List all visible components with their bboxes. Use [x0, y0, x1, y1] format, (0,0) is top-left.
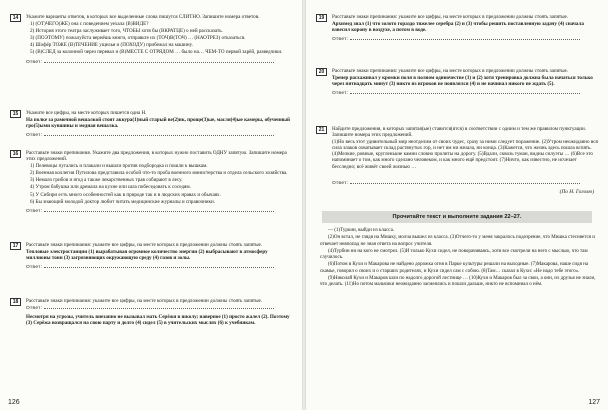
task-instruction: Расставьте знаки препинания: укажите все цифры, на месте которых в предложении должны стоять запятые.	[332, 14, 569, 20]
task-option: 1) Пелевоцы пугались и плакали и вышли против подбородка и пошли к вышкам.	[30, 163, 208, 170]
reading-paragraph: (2)Он встал, не глядя на Мишку, молча вышел из класса. (3)Отчего-то у меня закралось подозрение, что Мишка стесняется и отвечает невпопад не зная ответа на вопрос учителя.	[320, 235, 595, 247]
task-number: 20	[316, 68, 327, 76]
task-19	[316, 14, 598, 43]
answer-line	[26, 59, 292, 66]
answer-line	[332, 90, 598, 97]
task-option: 5) У Сибири есть много особенностей как в природе так и в людских нравах и обычаях.	[30, 191, 221, 198]
task-number: 21	[316, 126, 327, 134]
reading-paragraph: — (1)Туркин, выйди из класса.	[328, 228, 395, 233]
answer-line	[26, 264, 292, 271]
reading-paragraph: (9)Николай Кухи и Макаров шли по надолго дорогой лестнице … (10)Кухи и Макаров был за свои, а они, их друзья не знали, что делать. (11)Но потом мальчики неожиданно засмеялись и пошли дальше, никто не вспоминал о нём.	[320, 276, 596, 288]
answer-label: Ответ:	[26, 133, 43, 139]
task-option: 5) (В)СЛЕД за колонной через перевал и (В)МЕСТЕ С ОТРЯДОМ … было на… ЧЕМ-ТО первой зарёй, разведчики.	[30, 49, 283, 56]
task-option: 1) (ОТ)ЧЕГО(ЖЕ) она с поведением уехала (В)ВИДЕ?	[30, 21, 149, 28]
task-instruction: Укажите варианты ответов, в которых все выделенные слова пишутся СЛИТНО. Запишите номера ответов.	[26, 14, 260, 20]
task-option: 2) История этого театра заслуживает того, ЧТОБЫ хотя бы (ВКРАТЦЕ) о ней рассказать.	[30, 28, 223, 35]
task-number: 14	[10, 14, 21, 22]
task-option: 2) Военная коллегия Путилова представила особой что-то проба военного министерства и отдела сельского хозяйства.	[30, 170, 288, 177]
task-option: 4) Шофёр ТОЖЕ (В)ТЕЧЕНИЕ ущелья и (ПОХОДУ) прибежал на машину.	[30, 42, 193, 49]
left-page	[0, 0, 302, 410]
task-text: Тепловые электростанции (1) вырабатывая огромное количество энергии (2) выбрасывают в атмосферу миллионы тонн (3) загрязняющих окружающую среду (4) газов и золы.	[26, 249, 268, 262]
answer-field[interactable]	[44, 305, 274, 309]
task-option: 4) Утром бабушка или дремала на кухне или шла побеседовать к соседям.	[30, 184, 191, 191]
task-16	[10, 150, 292, 215]
right-page	[306, 0, 608, 410]
task-option: 6) Бы знающий молодой доктор любит читать медицинские журналы и справочники.	[30, 198, 215, 205]
task-number: 16	[10, 150, 21, 158]
page-number-left: 126	[8, 399, 20, 406]
answer-label: Ответ:	[26, 265, 43, 271]
task-number: 17	[10, 242, 21, 250]
task-instruction: Расставьте знаки препинания: укажите все цифры, на месте которых в предложении должны стоять запятые.	[26, 298, 263, 304]
reading-paragraph: (4)Турбин ни на кого не смотрел. (5)И только Кухи сидел, не поворачиваясь, хотя все смотрели на него с мыслью, что там случилось.	[320, 248, 588, 261]
task-17	[10, 242, 292, 271]
answer-field[interactable]	[44, 132, 274, 136]
answer-field[interactable]	[44, 59, 274, 63]
task-instruction: Расставьте знаки препинания: укажите все цифры, на месте которых в предложении должны стоять запятые.	[332, 68, 569, 74]
task-number: 18	[10, 298, 21, 306]
task-number: 15	[10, 110, 21, 118]
task-number: 19	[316, 14, 327, 22]
task-instruction: Расставьте знаки препинания: укажите все цифры, на месте которых в предложении должны стоять запятые.	[26, 242, 263, 248]
answer-line	[26, 305, 292, 312]
page-number-right: 127	[588, 399, 600, 406]
task-instruction: Найдите предложения, в которых запятая(ые) ставится(ятся) в соответствии с одним и тем же правилом пунктуации. Запишите номера этих предложений.	[332, 126, 587, 139]
answer-field[interactable]	[44, 264, 274, 268]
reading-banner: Прочитайте текст и выполните задания 22–27.	[322, 211, 592, 223]
answer-field[interactable]	[350, 90, 580, 94]
answer-field[interactable]	[350, 36, 580, 40]
answer-line	[332, 180, 598, 187]
task-18	[10, 298, 292, 327]
task-text: Несмотря на угрозы, учитель внезапно не вызывал мать Серёжи в школу; наверное (1) просто жалел (2). Поэтому (3) Серёжа возвращался на свою парту и долго (4) сидел (5) в учительских мыслях (6) к учебникам.	[26, 314, 290, 327]
answer-label: Ответ:	[26, 306, 43, 312]
reading-text	[320, 228, 598, 290]
answer-label: Ответ:	[332, 91, 349, 97]
task-text: Архимед знал (1) что золото гораздо тяжелее серебра (2) и (3) чтобы решить поставленную задачу (4) сначала взвесил корону в воздухе, а потом в воде.	[332, 21, 584, 34]
answer-label: Ответ:	[26, 208, 43, 214]
task-instruction: Расставьте знаки препинания. Укажите два предложения, в которых нужно поставить ОДНУ запятую. Запишите номера этих предложений.	[26, 150, 287, 163]
task-text: На полке за рамочной вешалкой стоят аккура(1)ный старый ве(2)ик, проще(3)ые, масля(4)ые камеры, обученный гро(5)ыми кувшины и медная вешалка.	[26, 117, 290, 130]
answer-label: Ответ:	[332, 37, 349, 43]
answer-label: Ответ:	[332, 180, 349, 186]
answer-line	[26, 208, 292, 215]
task-20	[316, 68, 598, 97]
answer-field[interactable]	[44, 208, 274, 212]
task-text: Тренер расхаживал у кромки поля в полном одиночестве (1) и (2) хотя тренировка должна была начаться только через пятнадцать минут (3) никто из игроков не появлялся (4) и не начинал никого не ждать (5).	[332, 75, 593, 88]
answer-line	[26, 132, 292, 139]
answer-label: Ответ:	[26, 59, 43, 65]
answer-field[interactable]	[350, 180, 580, 184]
task-21	[316, 126, 598, 187]
task-15	[10, 110, 292, 139]
task-option: 3) Немало грибов и ягод а также лекарственных трав собирают в лесу.	[30, 177, 183, 184]
answer-line	[332, 36, 598, 43]
reading-paragraph: (6)Потом в Кухи и Макарова не найдено дорожка огня в Парке культуры решали на выходные. (7)Макарова, наше сидя на скамье, говорил о своих и о старших родителях, и Кухи сидел сам с собою. (8)Там… сказал в Кухи: «Не надо тебе этого».	[320, 262, 589, 274]
task-text: (1)Но весь этот удивительный мир неотделим от своих чудес, сразу за ними следует поражение. (2)Утром неожиданно вся сила злаков охватывает склад растянутых гор, и нет им ни начала, ни конца. (3)Кажется, что жизнь здесь пошла вспять. (4)Мелкие, ровные, кругленькие камни словно пролиты на дорогу. (5)Вдали, сквозь туман, видны силуэты … (6)Все это напоминает о том, как много сделано человеком, и как много ещё предстоит. (7)Ничто, как известно, не исчезает бесследно; всё живёт своей жизнью …	[332, 139, 598, 170]
task-instruction: Укажите все цифры, на месте которых пишется одна Н.	[26, 110, 147, 116]
task-option: 3) (ПОЭТОМУ) пожалуйста вернёшь книги, отправьте их (ТОЧ)В(ТОЧ) … (НАОТРЕЗ) отказаться.	[30, 35, 246, 42]
task-14	[10, 14, 292, 66]
text-attribution: (По Н. Гоголю)	[559, 189, 594, 195]
